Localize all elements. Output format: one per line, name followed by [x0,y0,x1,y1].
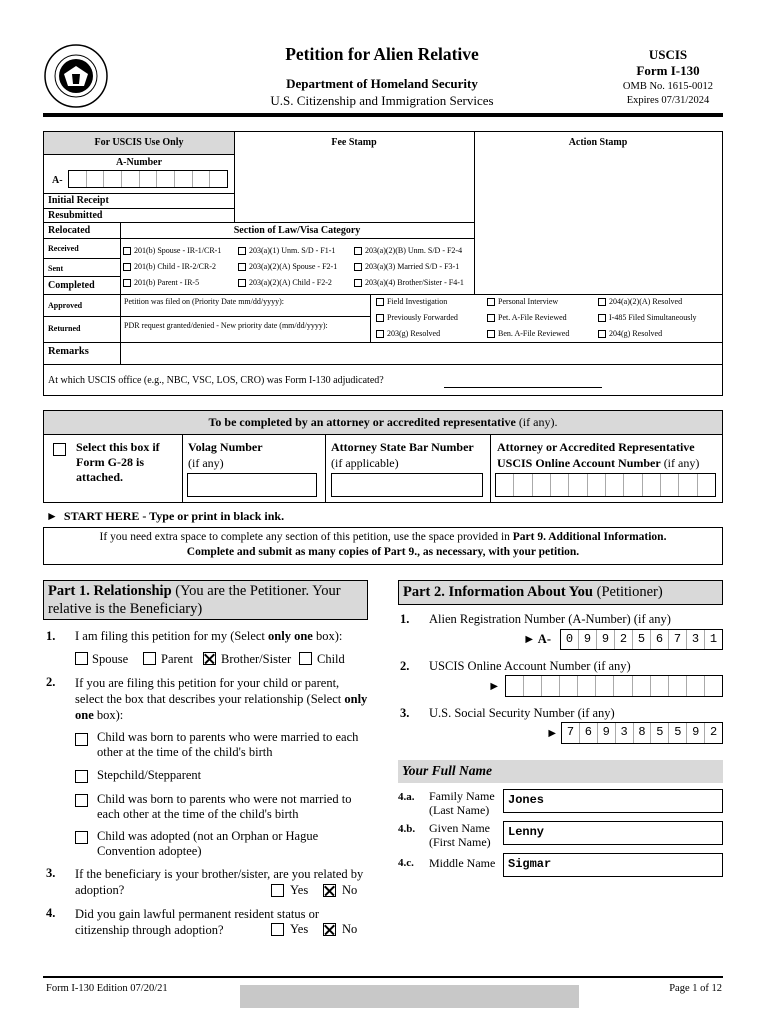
middle-name-number: 4.c. [398,857,414,869]
review-label: Personal Interview [498,297,559,306]
review-checkbox[interactable] [487,298,495,306]
p2-q3-text: U.S. Social Security Number (if any) [429,706,615,720]
p1-q2-line3-bold: one [75,708,94,722]
extra-space-text: If you need extra space to complete any section of this petition, use the space provided in [99,531,513,543]
p1-q1-pre: I am filing this petition for my (Select [75,629,269,643]
a-number-digit: 7 [669,630,687,649]
q3-no-checkbox[interactable] [323,884,336,897]
footer-barcode-area [240,985,579,1008]
a-number-digit: 0 [561,630,579,649]
law-cat-checkbox[interactable] [238,279,246,287]
office-answer-line[interactable] [444,387,602,388]
uscis-a-number-field[interactable] [68,170,228,188]
review-checkbox[interactable] [376,330,384,338]
received-label: Received [48,244,79,253]
married-parents-line2: other at the time of the child's birth [97,745,273,759]
full-name-title: Your Full Name [402,763,493,778]
p1-q3-line1: If the beneficiary is your brother/sister, are you related by [75,867,364,881]
law-cat-checkbox[interactable] [238,247,246,255]
brother-sister-checkbox[interactable] [203,652,216,665]
review-label: 204(a)(2)(A) Resolved [609,297,683,306]
action-stamp-label: Action Stamp [568,137,628,148]
p1-q1-post: box): [312,629,343,643]
a-number-digit: 6 [651,630,669,649]
p1-q3-number: 3. [46,866,56,880]
rep-account-sub: (if any) [660,456,700,470]
law-cat-checkbox[interactable] [354,279,362,287]
p2-q3-number: 3. [400,706,410,720]
section-law-label: Section of Law/Visa Category [233,225,361,236]
part2-title-bold: Part 2. Information About You [403,584,593,600]
law-cat-label: 203(a)(1) Unm. S/D - F1-1 [249,246,336,255]
extra-space-bold: Part 9. Additional Information. [512,531,667,543]
stepchild-checkbox[interactable] [75,770,88,783]
law-cat-label: 203(a)(2)(A) Child - F2-2 [249,278,332,287]
family-name-field[interactable]: Jones [503,789,723,813]
dhs-seal [44,44,108,108]
uscis-use-only-label: For USCIS Use Only [94,137,184,148]
form-number: Form I-130 [636,63,700,78]
returned-label: Returned [48,324,81,333]
q4-yes-checkbox[interactable] [271,923,284,936]
rep-account-number-field[interactable] [495,473,716,497]
ssn-digit: 7 [562,723,580,743]
part1-title [48,582,366,618]
given-name-label [429,821,491,849]
law-cat-checkbox[interactable] [123,263,131,271]
law-cat-checkbox[interactable] [123,247,131,255]
family-name-line1: Family Name [429,789,495,803]
a-number-digit: 9 [579,630,597,649]
page-title: Petition for Alien Relative [285,44,479,64]
extra-space-line1 [44,531,722,543]
parent-checkbox[interactable] [143,652,156,665]
review-checkbox[interactable] [376,298,384,306]
p1-q3-line2: adoption? [75,883,125,897]
law-cat-label: 201(b) Spouse - IR-1/CR-1 [134,246,222,255]
review-label: Previously Forwarded [387,313,458,322]
relocated-label: Relocated [48,225,91,236]
expiration-date: Expires 07/31/2024 [626,95,710,106]
p1-q4-line2: citizenship through adoption? [75,923,224,937]
law-cat-checkbox[interactable] [123,279,131,287]
adopted-line2: Convention adoptee) [97,844,202,858]
brother-sister-label: Brother/Sister [221,652,292,666]
start-here-text: START HERE - Type or print in black ink. [63,509,285,523]
a-number-label: A-Number [115,157,163,168]
review-checkbox[interactable] [487,330,495,338]
review-label: Pet. A-File Reviewed [498,313,567,322]
footer-rule [43,976,723,978]
petition-filed-label: Petition was filed on (Priority Date mm/dd/yyyy): [124,297,284,306]
law-cat-checkbox[interactable] [354,263,362,271]
a-number-field[interactable] [560,629,723,650]
adopted-label [97,829,318,859]
bar-number-sub: (if applicable) [331,456,399,470]
a-number-digit: 2 [615,630,633,649]
unmarried-parents-line1: Child was born to parents who were not married to [97,792,352,806]
spouse-checkbox[interactable] [75,652,88,665]
sent-label: Sent [48,264,64,273]
law-cat-label: 203(a)(2)(B) Unm. S/D - F2-4 [365,246,463,255]
office-question: At which USCIS office (e.g., NBC, VSC, LOS, CRO) was Form I-130 adjudicated? [48,375,384,386]
law-cat-label: 203(a)(4) Brother/Sister - F4-1 [365,278,464,287]
attorney-heading-rest: (if any). [515,415,558,429]
unmarried-parents-checkbox[interactable] [75,794,88,807]
review-checkbox[interactable] [376,314,384,322]
part2-title-rest: (Petitioner) [593,584,663,600]
law-category-grid [123,246,473,294]
p2-q1-text: Alien Registration Number (A-Number) (if any) [429,612,671,626]
department-name: Department of Homeland Security [286,76,478,91]
unmarried-parents-label [97,792,351,822]
a-number-digit: 1 [709,632,718,646]
q4-no-checkbox[interactable] [323,923,336,936]
married-parents-label [97,730,358,760]
review-label: 204(g) Resolved [609,329,663,338]
q4-yes-label: Yes [290,922,309,936]
p2-q1-number: 1. [400,612,410,626]
a-number-digit: 5 [633,630,651,649]
review-label: 203(g) Resolved [387,329,441,338]
completed-label: Completed [48,280,95,291]
adopted-line1: Child was adopted (not an Orphan or Hague [97,829,319,843]
review-checkbox[interactable] [598,330,606,338]
given-name-line1: Given Name [429,821,490,835]
fee-stamp-label: Fee Stamp [331,137,377,148]
g28-checkbox[interactable] [53,443,66,456]
unmarried-parents-line2: each other at the time of the child's birth [97,807,299,821]
footer-page-number: Page 1 of 12 [669,983,722,994]
volag-number-field[interactable] [187,473,317,497]
review-checkbox[interactable] [598,298,606,306]
approved-label: Approved [48,301,83,310]
p1-q2-line1: If you are filing this petition for your child or parent, [75,676,340,690]
review-label: I-485 Filed Simultaneously [609,313,697,322]
part1-title-bold: Part 1. Relationship [48,583,172,599]
review-checks-grid [376,297,722,345]
header-rule [43,113,723,117]
online-account-field[interactable] [505,675,723,697]
remarks-label: Remarks [48,346,89,357]
child-label: Child [317,652,345,666]
g28-label: Select this box if Form G-28 is attached. [76,440,160,484]
ssn-arrow-icon: ► [546,726,559,740]
child-checkbox[interactable] [299,652,312,665]
a-number-prefix: ► A- [523,632,551,646]
ssn-digit: 6 [580,723,598,743]
pdr-request-label: PDR request granted/denied - New priority date (mm/dd/yyyy): [124,321,328,330]
a-number-digit: 3 [687,630,705,649]
p1-q4-number: 4. [46,906,56,920]
q3-no-label: No [342,883,358,897]
ssn-field[interactable] [561,722,723,744]
p1-q2-line2: select the box that describes your relationship (Select [75,692,345,706]
review-checkbox[interactable] [598,314,606,322]
family-name-number: 4.a. [398,791,415,803]
volag-sub: (if any) [188,456,224,470]
adopted-checkbox[interactable] [75,831,88,844]
law-cat-label: 203(a)(3) Married S/D - F3-1 [365,262,460,271]
p1-q1-number: 1. [46,629,56,643]
bar-number-field[interactable] [331,473,483,497]
review-label: Ben. A-File Reviewed [498,329,570,338]
review-checkbox[interactable] [487,314,495,322]
family-name-line2: (Last Name) [429,803,490,817]
middle-name-label: Middle Name [429,856,496,870]
omb-number: OMB No. 1615-0012 [622,81,714,92]
p1-q2-line3: box): [93,708,124,722]
uscis-label: USCIS [648,47,688,62]
given-name-number: 4.b. [398,823,416,835]
p1-q1-bold: only one [268,629,313,643]
given-name-line2: (First Name) [429,835,491,849]
p1-q2-line2-bold: only [344,692,368,706]
a-number-digit: 9 [597,630,615,649]
agency-name: U.S. Citizenship and Immigration Services [270,93,494,108]
ssn-digit: 5 [651,723,669,743]
ssn-digit: 3 [616,723,634,743]
rep-account-label: Attorney or Accredited Representative [497,440,695,454]
q4-no-label: No [342,922,358,936]
law-cat-label: 203(a)(2)(A) Spouse - F2-1 [249,262,338,271]
a-prefix: A- [52,175,63,186]
initial-receipt-label: Initial Receipt [48,195,109,206]
p1-q3-text [75,866,363,898]
attorney-heading-bold: To be completed by an attorney or accredited representative [208,415,516,429]
part2-title [403,584,663,601]
volag-label: Volag Number [188,440,263,454]
law-cat-label: 201(b) Parent - IR-5 [134,278,200,287]
rep-account-label-2 [497,456,699,471]
p2-q2-text: USCIS Online Account Number (if any) [429,659,631,673]
family-name-label [429,789,495,817]
p1-q2-number: 2. [46,675,56,689]
q3-yes-checkbox[interactable] [271,884,284,897]
ssn-digit: 2 [709,725,718,739]
married-parents-line1: Child was born to parents who were married to each [97,730,359,744]
ssn-digit: 9 [687,723,705,743]
given-name-field[interactable]: Lenny [503,821,723,845]
parent-label: Parent [161,652,193,666]
part1-title-line2: relative is the Beneficiary) [48,601,203,617]
p2-q2-number: 2. [400,659,410,673]
stepchild-label: Stepchild/Stepparent [97,768,202,782]
start-here-arrow-icon: ► [46,509,58,523]
extra-space-line2: Complete and submit as many copies of Part 9., as necessary, with your petition. [186,546,580,558]
start-here-line [46,509,284,524]
online-account-arrow-icon: ► [488,679,501,693]
resubmitted-label: Resubmitted [48,210,103,221]
middle-name-field[interactable]: Sigmar [503,853,723,877]
p1-q4-line1: Did you gain lawful permanent resident status or [75,907,320,921]
p1-q2-text [75,675,375,723]
q3-yes-label: Yes [290,883,309,897]
married-parents-checkbox[interactable] [75,733,88,746]
law-cat-label: 201(b) Child - IR-2/CR-2 [134,262,216,271]
law-cat-checkbox[interactable] [354,247,362,255]
bar-number-label: Attorney State Bar Number [331,440,474,454]
ssn-digit: 5 [669,723,687,743]
ssn-digit: 8 [634,723,652,743]
p1-q1-text [75,629,342,644]
part1-title-rest: (You are the Petitioner. Your [171,583,341,599]
rep-account-label-bold: USCIS Online Account Number [497,456,661,470]
footer-edition: Form I-130 Edition 07/20/21 [46,983,168,994]
review-label: Field Investigation [387,297,448,306]
spouse-label: Spouse [92,652,129,666]
law-cat-checkbox[interactable] [238,263,246,271]
attorney-heading [44,415,722,430]
ssn-digit: 9 [598,723,616,743]
